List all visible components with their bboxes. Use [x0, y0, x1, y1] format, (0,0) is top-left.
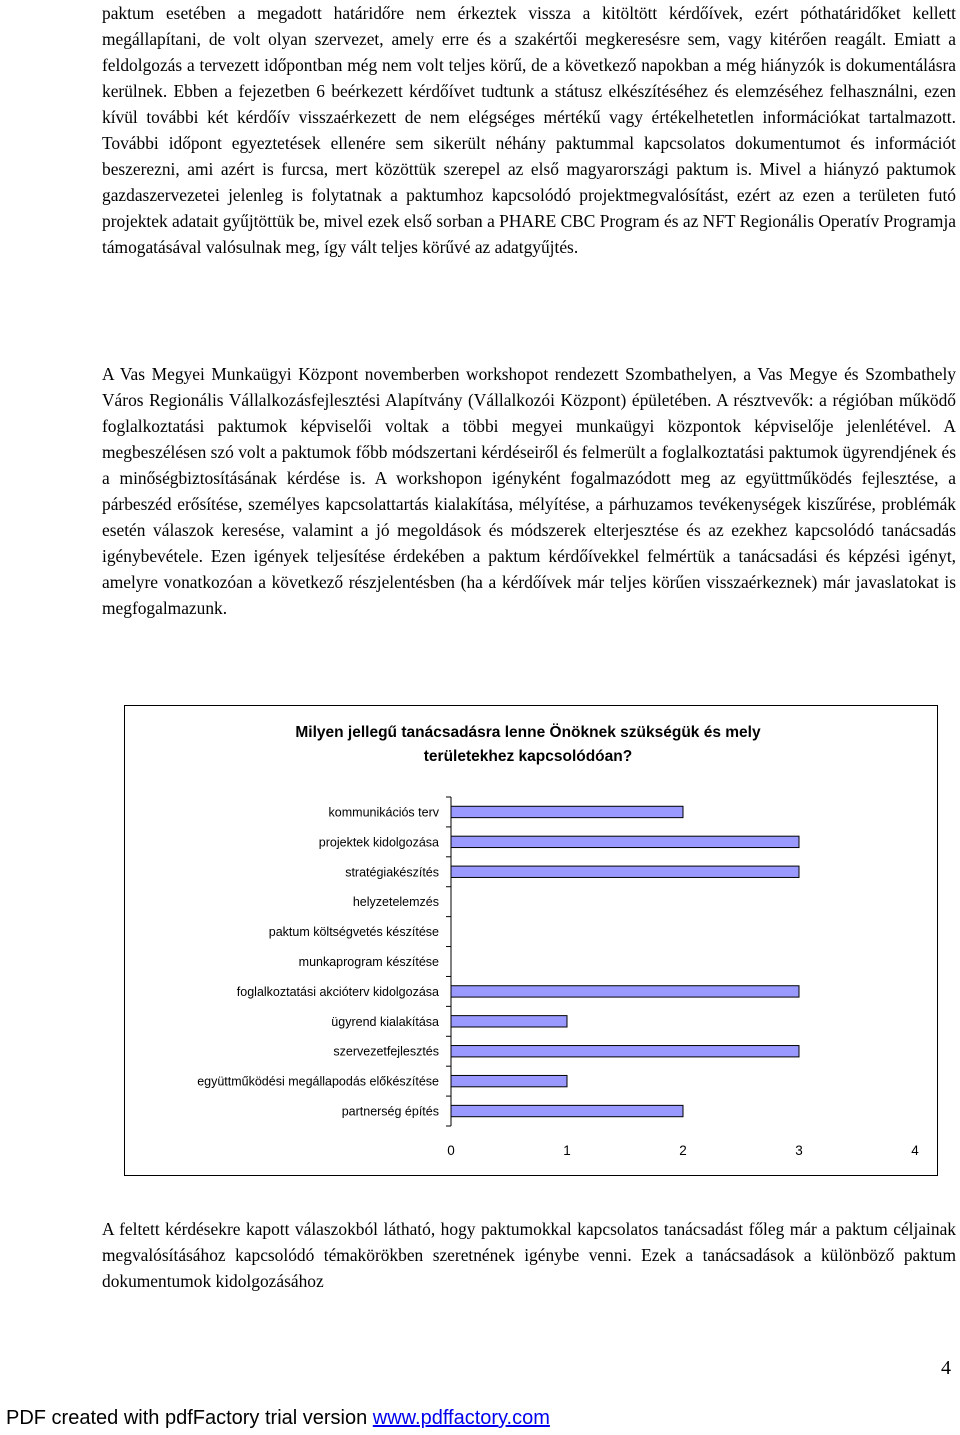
paragraph-conclusion: A feltett kérdésekre kapott válaszokból látható, hogy paktumokkal kapcsolatos tanácsadást főleg már a paktum céljainak megvalósításához kapcsolódó témakörökben szeretnének igénybe venni. Ezek a tanácsadások a különböző paktum dokumentumok kidolgozásához: [102, 1219, 956, 1291]
paragraph-intro: paktum esetében a megadott határidőre nem érkeztek vissza a kitöltött kérdőívek, ezért póthatáridőket kellett megállapítani, de volt olyan szervezet, amely erre és a szakértői megkeresésre sem, vagy kitérően reagált. Emiatt a feldolgozás a tervezett időpontban még nem volt teljes körű, de a következő napokban a még hiányzók is dokumentálásra kerülnek. Ebben a fejezetben 6 beérkezett kérdőívet tudtunk a státusz elkészítéséhez és elemzéséhez felhasználni, ezen kívül további két kérdőív visszaérkezett de nem elégséges mértékű vagy értékelhetetlen információkat tartalmazott. További időpont egyeztetések ellenére sem sikerült néhány paktummal kapcsolatos dokumentumot és információt beszerezni, ami azért is furcsa, mert közöttük szerepel az első magyarországi paktum is. Mivel a hiányzó paktumok gazdaszervezetei jelenleg is folytatnak a paktumhoz kapcsolódó projektmegvalósítást, ezért az ezen a területen futó projektek adatait gyűjtöttük be, mivel ezek első sorban a PHARE CBC Program és az NFT Regionális Operatív Programja támogatásával valósulnak meg, így vált teljes körűvé az adatgyűjtés.: [102, 3, 956, 257]
category-label: munkaprogram készítése: [298, 955, 439, 969]
bar: [451, 1075, 567, 1086]
x-tick-label: 0: [447, 1143, 455, 1158]
chart-frame: [124, 705, 938, 1176]
category-label: paktum költségvetés készítése: [268, 925, 439, 940]
chart-title-line: területekhez kapcsolódóan?: [423, 748, 633, 765]
category-label: szervezetfejlesztés: [333, 1044, 439, 1059]
bar: [451, 866, 799, 877]
x-tick-label: 4: [911, 1143, 919, 1158]
page-number: 4: [941, 1357, 951, 1379]
bar: [451, 1016, 567, 1027]
category-label: partnerség építés: [341, 1104, 439, 1119]
x-tick-label: 2: [679, 1143, 687, 1158]
x-tick-label: 3: [795, 1143, 803, 1158]
bar: [451, 1105, 683, 1116]
paragraph-workshop: A Vas Megyei Munkaügyi Központ novemberben workshopot rendezett Szombathelyen, a Vas Megye és Szombathely Város Regionális Vállalkozásfejlesztési Alapítvány (Vállalkozói Központ) épületében. A résztvevők: a régióban működő foglalkoztatási paktumok képviselői voltak a többi megyei munkaügyi központok képviselője jelenlétével. A megbeszélésen szó volt a paktumok főbb módszertani kérdéseiről és felmerült a foglalkoztatási paktumok ügyrendjének és a minőségbiztosításának kérdése is. A workshopon igényként fogalmazódott meg az együttműködés fejlesztése, a párbeszéd erősítése, személyes kapcsolattartás kialakítása, mélyítése, a párhuzamos tevékenységek kiszűrése, problémák esetén válaszok keresése, valamint a jó megoldások és módszerek elterjesztése és az ezekhez kapcsolódó tanácsadás igénybevétele. Ezen igények teljesítése érdekében a paktum kérdőívekkel felmértük a tanácsadási és képzési igényt, amelyre vonatkozóan a következő részjelentésben (ha a kérdőívek már teljes körűen visszaérkeznek) már javaslatokat is megfogalmazunk.: [102, 364, 956, 618]
category-label: foglalkoztatási akcióterv kidolgozása: [236, 984, 439, 999]
footer-text: PDF created with pdfFactory trial version: [6, 1407, 373, 1429]
x-tick-label: 1: [563, 1143, 571, 1158]
pdf-footer: [6, 1407, 550, 1430]
category-label: projektek kidolgozása: [318, 835, 439, 850]
chart-title-line: Milyen jellegű tanácsadásra lenne Önöknek szükségük és mely: [295, 724, 761, 741]
bar: [451, 836, 799, 847]
bar: [451, 1046, 799, 1057]
category-label: helyzetelemzés: [352, 895, 439, 910]
category-label: kommunikációs terv: [328, 805, 439, 820]
bar: [451, 806, 683, 817]
footer-link[interactable]: www.pdffactory.com: [372, 1407, 550, 1429]
category-label: ügyrend kialakítása: [331, 1014, 439, 1029]
category-label: stratégiakészítés: [345, 865, 439, 880]
bar: [451, 986, 799, 997]
bar-chart: [125, 706, 939, 1177]
category-label: együttműködési megállapodás előkészítése: [197, 1074, 439, 1089]
